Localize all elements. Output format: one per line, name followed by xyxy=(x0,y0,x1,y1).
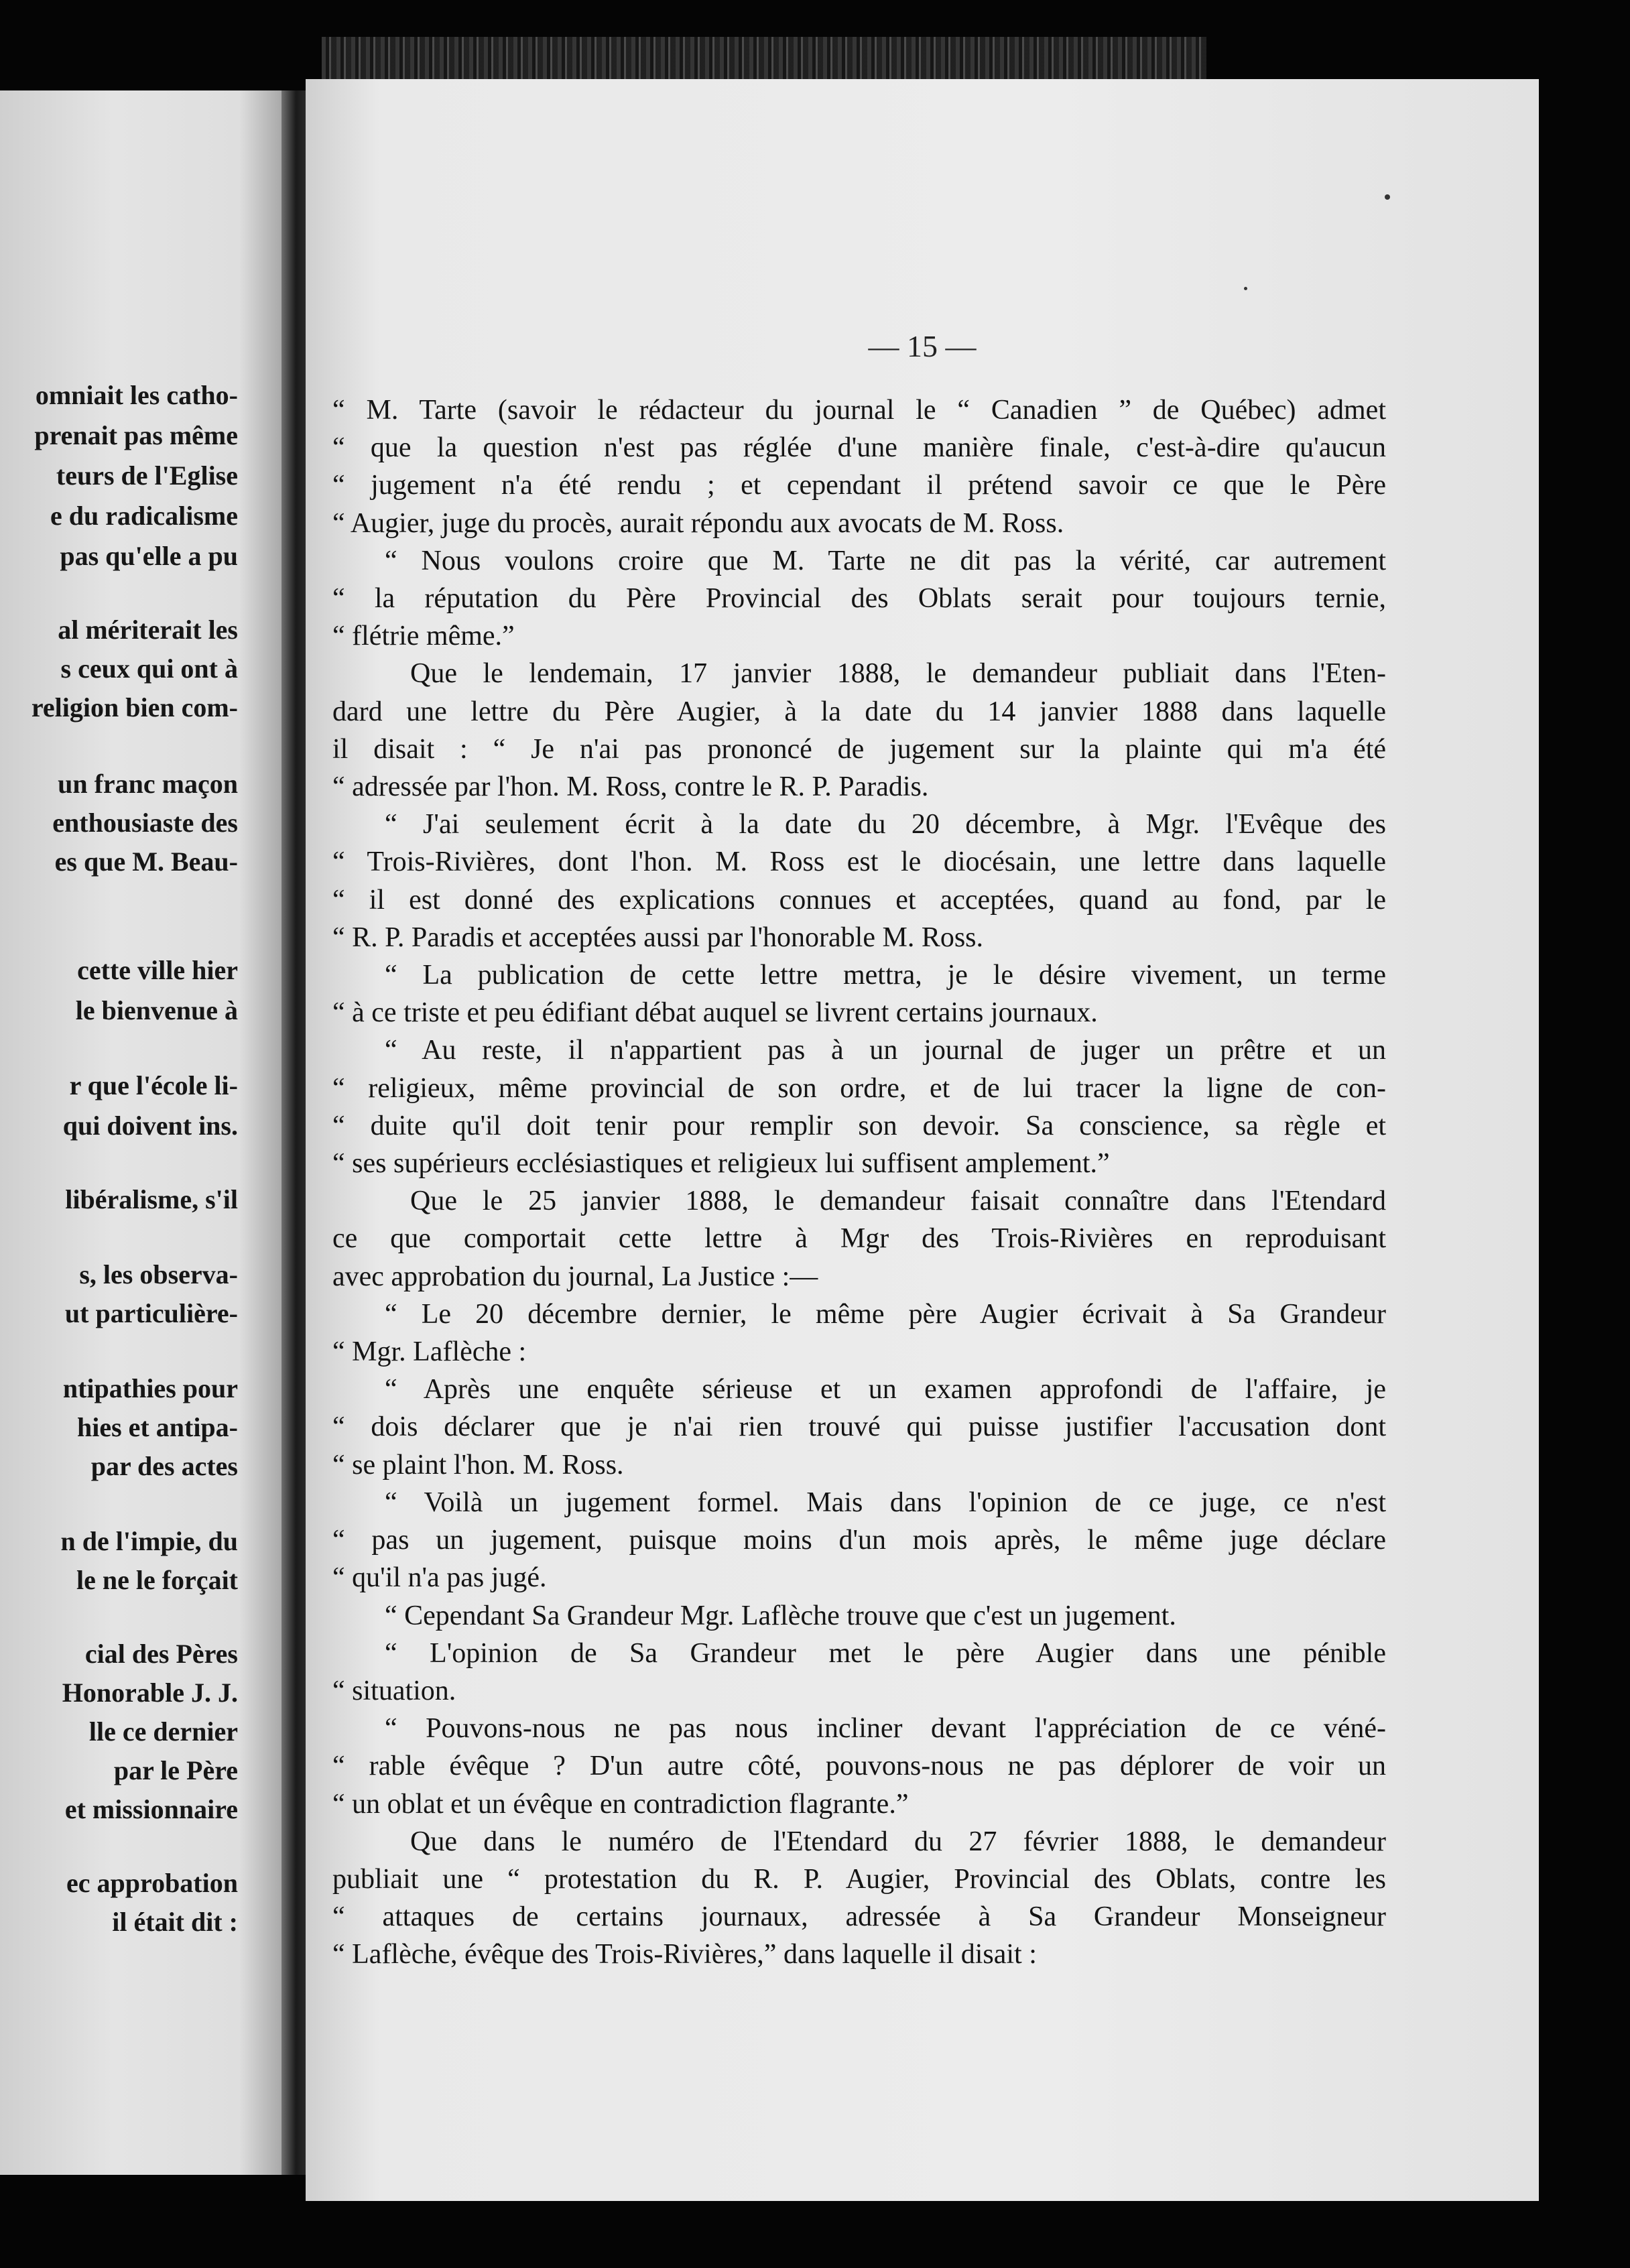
left-page-line: ntipathies pour xyxy=(62,1373,238,1403)
text-line: “ Nous voulons croire que M. Tarte ne dit pas la vérité, car autrement xyxy=(385,545,1386,576)
text-line: il disait : “ Je n'ai pas prononcé de jugement sur la plainte qui m'a été xyxy=(332,733,1386,765)
text-line: “ il est donné des explications connues et acceptées, quand au fond, par le xyxy=(332,884,1386,916)
scan-speck xyxy=(1244,287,1247,290)
text-line: “ adressée par l'hon. M. Ross, contre le R. P. Paradis. xyxy=(332,771,929,803)
paragraph xyxy=(332,1597,1386,1635)
left-page-line: s ceux qui ont à xyxy=(60,653,238,684)
paragraph xyxy=(332,1823,1386,1974)
left-page-line: hies et antipa- xyxy=(77,1412,238,1442)
paragraph xyxy=(332,542,1386,655)
paragraph xyxy=(332,391,1386,542)
text-line: “ religieux, même provincial de son ordre, et de lui tracer la ligne de con- xyxy=(332,1072,1386,1104)
left-page-line: cette ville hier xyxy=(77,955,238,985)
left-page-line: le ne le forçait xyxy=(76,1565,238,1595)
left-page-line: s, les observa- xyxy=(79,1259,238,1289)
left-page-line: Honorable J. J. xyxy=(62,1678,238,1708)
left-page-line: e du radicalisme xyxy=(50,501,238,531)
text-line: avec approbation du journal, La Justice :— xyxy=(332,1261,818,1292)
text-line: “ à ce triste et peu édifiant débat auquel se livrent certains journaux. xyxy=(332,997,1098,1029)
text-line: “ rable évêque ? D'un autre côté, pouvons-nous ne pas déplorer de voir un xyxy=(332,1751,1386,1782)
left-page-line: omniait les catho- xyxy=(35,380,238,410)
paragraph xyxy=(332,806,1386,956)
text-line: “ que la question n'est pas réglée d'une manière finale, c'est-à-dire qu'aucun xyxy=(332,432,1386,464)
text-line: “ pas un jugement, puisque moins d'un mois après, le même juge déclare xyxy=(332,1525,1386,1556)
text-line: “ Après une enquête sérieuse et un examen approfondi de l'affaire, je xyxy=(385,1374,1386,1405)
left-page-line: il était dit : xyxy=(112,1907,238,1937)
paragraph xyxy=(332,1182,1386,1296)
text-line: “ flétrie même.” xyxy=(332,621,515,652)
text-line: “ L'opinion de Sa Grandeur met le père Augier dans une pénible xyxy=(385,1637,1386,1669)
page-number: — 15 — xyxy=(868,329,977,363)
text-line: “ un oblat et un évêque en contradiction flagrante.” xyxy=(332,1788,909,1820)
text-line: “ Augier, juge du procès, aurait répondu aux avocats de M. Ross. xyxy=(332,507,1064,539)
left-page-line: qui doivent ins. xyxy=(62,1111,238,1141)
text-line: Que dans le numéro de l'Etendard du 27 février 1888, le demandeur xyxy=(410,1826,1386,1857)
left-page-line: par le Père xyxy=(113,1755,238,1785)
text-line: “ Mgr. Laflèche : xyxy=(332,1336,527,1368)
text-line: “ la réputation du Père Provincial des Oblats serait pour toujours ternie, xyxy=(332,583,1386,615)
left-page xyxy=(0,90,281,2175)
paragraph xyxy=(332,1296,1386,1371)
text-line: “ qu'il n'a pas jugé. xyxy=(332,1562,547,1594)
text-line: “ M. Tarte (savoir le rédacteur du journal le “ Canadien ” de Québec) admet xyxy=(332,395,1386,426)
paragraph xyxy=(332,1484,1386,1597)
left-page-line: ut particulière- xyxy=(64,1298,238,1328)
text-line: “ R. P. Paradis et acceptées aussi par l'honorable M. Ross. xyxy=(332,922,984,953)
left-page-line: et missionnaire xyxy=(64,1794,238,1824)
left-page-line: pas qu'elle a pu xyxy=(60,541,238,571)
left-page-line: teurs de l'Eglise xyxy=(56,460,238,491)
left-page-line: par des actes xyxy=(90,1451,238,1481)
text-line: “ se plaint l'hon. M. Ross. xyxy=(332,1449,624,1480)
body-text xyxy=(332,391,1386,1974)
paragraph xyxy=(332,956,1386,1031)
text-line: ce que comportait cette lettre à Mgr des Trois-Rivières en reproduisant xyxy=(332,1223,1386,1255)
text-line: dard une lettre du Père Augier, à la date du 14 janvier 1888 dans laquelle xyxy=(332,696,1386,727)
text-line: publiait une “ protestation du R. P. Augier, Provincial des Oblats, contre les xyxy=(332,1863,1386,1895)
left-page-line: ec approbation xyxy=(66,1868,238,1898)
paragraph xyxy=(332,1635,1386,1710)
text-line: “ situation. xyxy=(332,1675,456,1706)
paragraph xyxy=(332,1371,1386,1484)
text-line: “ La publication de cette lettre mettra, je le désire vivement, un terme xyxy=(385,960,1386,991)
left-page-line: le bienvenue à xyxy=(75,995,238,1025)
left-page-line: al mériterait les xyxy=(58,615,238,645)
text-line: “ Laflèche, évêque des Trois-Rivières,” dans laquelle il disait : xyxy=(332,1939,1037,1970)
left-page-line: lle ce dernier xyxy=(88,1716,238,1747)
left-page-line: es que M. Beau- xyxy=(54,846,238,877)
text-line: “ duite qu'il doit tenir pour remplir son devoir. Sa conscience, sa règle et xyxy=(332,1110,1386,1141)
text-line: “ Le 20 décembre dernier, le même père Augier écrivait à Sa Grandeur xyxy=(385,1298,1386,1330)
text-line: Que le 25 janvier 1888, le demandeur faisait connaître dans l'Etendard xyxy=(410,1186,1386,1217)
right-page xyxy=(306,79,1539,2201)
text-line: “ Pouvons-nous ne pas nous incliner devant l'appréciation de ce véné- xyxy=(385,1713,1386,1745)
scan-edge-noise xyxy=(322,37,1206,84)
left-page-line: un franc maçon xyxy=(58,769,238,799)
text-line: “ Trois-Rivières, dont l'hon. M. Ross est le diocésain, une lettre dans laquelle xyxy=(332,846,1386,878)
left-page-line: enthousiaste des xyxy=(52,808,238,838)
left-page-line: r que l'école li- xyxy=(69,1070,238,1100)
left-page-line: n de l'impie, du xyxy=(60,1526,238,1556)
left-page-line: religion bien com- xyxy=(31,692,238,722)
book-gutter xyxy=(281,90,306,2175)
left-page-line: prenait pas même xyxy=(34,420,238,450)
text-line: “ attaques de certains journaux, adressée à Sa Grandeur Monseigneur xyxy=(332,1901,1386,1933)
text-line: “ Voilà un jugement formel. Mais dans l'opinion de ce juge, ce n'est xyxy=(385,1487,1386,1518)
text-line: “ jugement n'a été rendu ; et cependant il prétend savoir ce que le Père xyxy=(332,470,1386,501)
scan-speck xyxy=(1385,194,1390,200)
paragraph xyxy=(332,1710,1386,1823)
text-line: Que le lendemain, 17 janvier 1888, le demandeur publiait dans l'Eten- xyxy=(410,658,1386,690)
text-line: “ J'ai seulement écrit à la date du 20 décembre, à Mgr. l'Evêque des xyxy=(385,809,1386,840)
paragraph xyxy=(332,655,1386,806)
left-page-line: cial des Pères xyxy=(84,1639,238,1669)
text-line: “ ses supérieurs ecclésiastiques et religieux lui suffisent amplement.” xyxy=(332,1148,1110,1180)
text-line: “ dois déclarer que je n'ai rien trouvé qui puisse justifier l'accusation dont xyxy=(332,1411,1386,1443)
left-page-line: libéralisme, s'il xyxy=(65,1184,238,1214)
text-line: “ Au reste, il n'appartient pas à un journal de juger un prêtre et un xyxy=(385,1035,1386,1066)
text-line: “ Cependant Sa Grandeur Mgr. Laflèche trouve que c'est un jugement. xyxy=(385,1600,1176,1631)
paragraph xyxy=(332,1031,1386,1182)
